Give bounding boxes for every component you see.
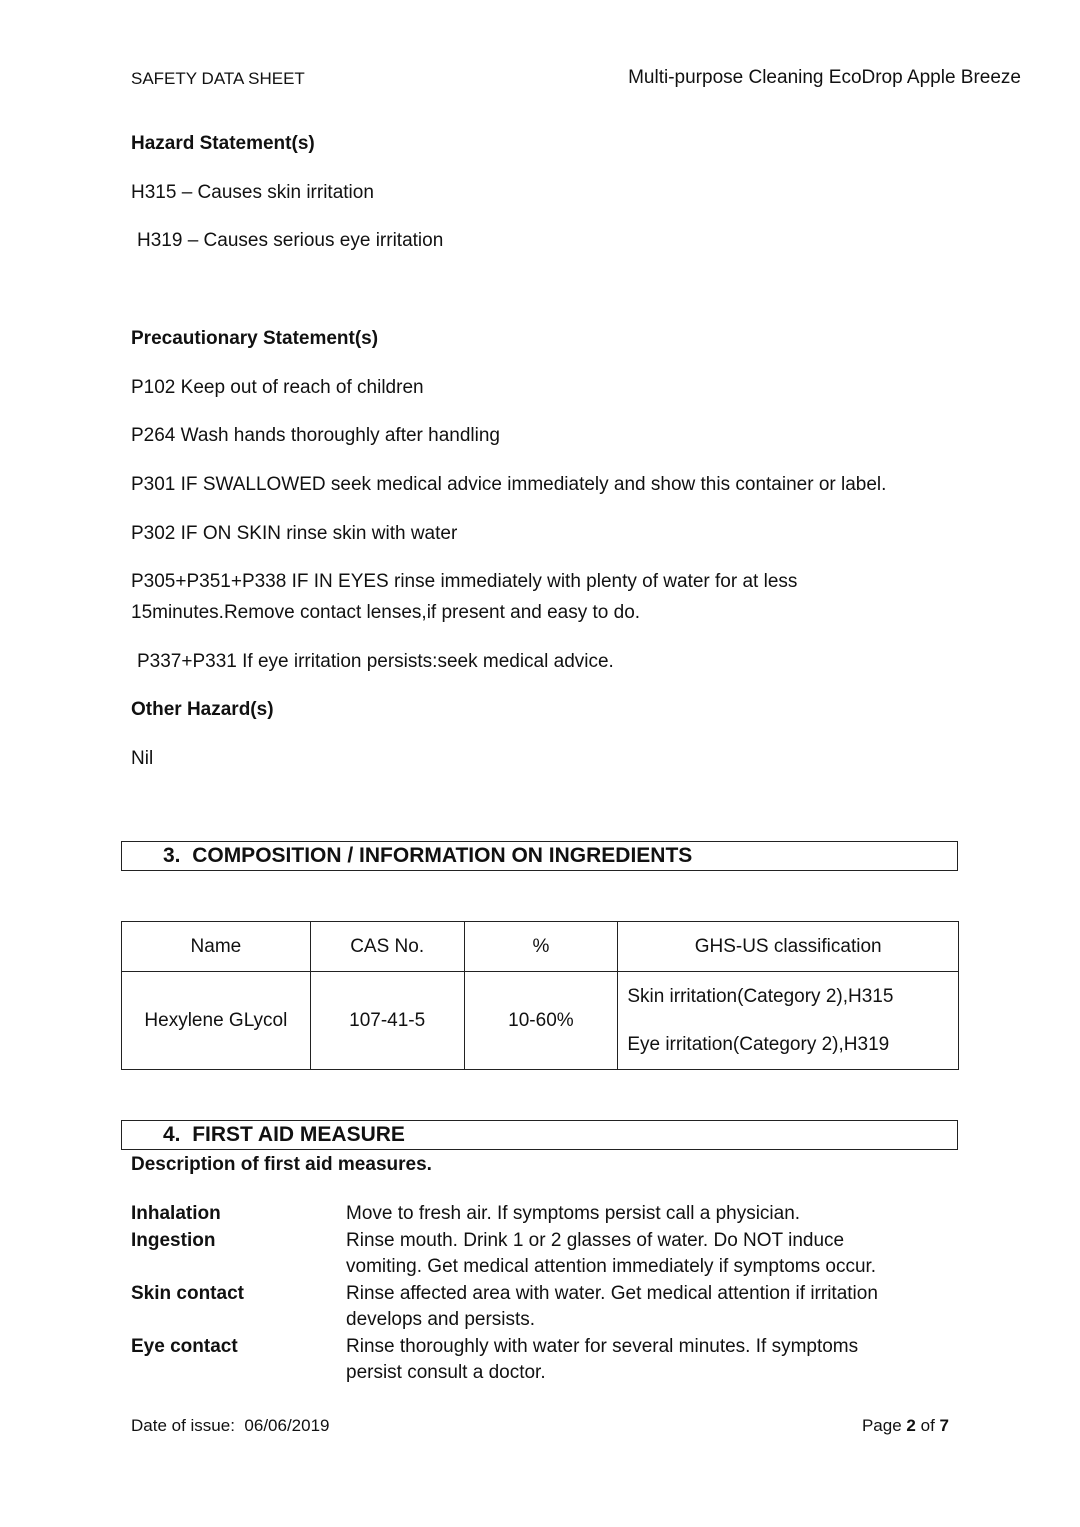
precautionary-statement-item: P305+P351+P338 IF IN EYES rinse immediately with plenty of water for at less	[131, 571, 798, 592]
column-header-cas: CAS No.	[310, 922, 464, 972]
section-4-header	[121, 1120, 958, 1150]
hazard-statement-item: H319 – Causes serious eye irritation	[137, 230, 444, 251]
other-hazards-value: Nil	[131, 748, 154, 769]
page-word: Page	[861, 1416, 902, 1435]
first-aid-text-inhalation: Move to fresh air. If symptoms persist call a physician.	[346, 1203, 801, 1224]
first-aid-text-skin-contact-continued: develops and persists.	[346, 1309, 536, 1330]
page-total: 7	[939, 1416, 949, 1435]
precautionary-statement-item: P301 IF SWALLOWED seek medical advice immediately and show this container or label.	[131, 474, 887, 495]
first-aid-label-eye-contact: Eye contact	[131, 1336, 238, 1357]
section-3-header	[121, 841, 958, 871]
hazard-statement-item: H315 – Causes skin irritation	[131, 182, 374, 203]
first-aid-text-ingestion-continued: vomiting. Get medical attention immediately if symptoms occur.	[346, 1256, 877, 1277]
section-3-title	[163, 844, 692, 868]
section-4-title-text: FIRST AID MEASURE	[192, 1123, 405, 1146]
section-3-title-text: COMPOSITION / INFORMATION ON INGREDIENTS	[192, 844, 693, 867]
footer-date-of-issue	[131, 1416, 330, 1436]
precautionary-statement-item: P302 IF ON SKIN rinse skin with water	[131, 523, 458, 544]
hazard-statements-heading: Hazard Statement(s)	[131, 133, 315, 154]
header-document-type: SAFETY DATA SHEET	[131, 69, 305, 88]
composition-table	[121, 921, 959, 1070]
ingredient-percent: 10-60%	[464, 972, 618, 1070]
first-aid-label-skin-contact: Skin contact	[131, 1283, 244, 1304]
first-aid-text-eye-contact: Rinse thoroughly with water for several minutes. If symptoms	[346, 1336, 859, 1357]
first-aid-text-skin-contact: Rinse affected area with water. Get medical attention if irritation	[346, 1283, 878, 1304]
date-of-issue-label: Date of issue:	[131, 1416, 235, 1435]
ingredient-cas: 107-41-5	[310, 972, 464, 1070]
footer-page-number	[862, 1416, 949, 1436]
section-4-number: 4.	[163, 1123, 181, 1146]
precautionary-statement-item: P102 Keep out of reach of children	[131, 377, 424, 398]
precautionary-statements-heading: Precautionary Statement(s)	[131, 328, 379, 349]
header-product-name: Multi-purpose Cleaning EcoDrop Apple Breeze	[628, 67, 1021, 88]
precautionary-statement-item: P264 Wash hands thoroughly after handling	[131, 425, 500, 446]
other-hazards-heading: Other Hazard(s)	[131, 699, 274, 720]
page-of: of	[920, 1416, 935, 1435]
ghs-classification-line: Eye irritation(Category 2),H319	[627, 1033, 890, 1055]
page-current: 2	[906, 1416, 916, 1435]
ingredient-name: Hexylene GLycol	[122, 972, 311, 1070]
first-aid-subheading: Description of first aid measures.	[131, 1154, 432, 1175]
precautionary-statement-continuation: 15minutes.Remove contact lenses,if present and easy to do.	[131, 602, 641, 623]
composition-table-header-row	[122, 922, 959, 972]
column-header-percent: %	[464, 922, 618, 972]
section-4-title	[163, 1123, 405, 1147]
first-aid-label-ingestion: Ingestion	[131, 1230, 216, 1251]
date-of-issue-value: 06/06/2019	[244, 1416, 330, 1435]
table-row	[122, 972, 959, 1070]
first-aid-text-ingestion: Rinse mouth. Drink 1 or 2 glasses of water. Do NOT induce	[346, 1230, 845, 1251]
column-header-name: Name	[122, 922, 311, 972]
first-aid-text-eye-contact-continued: persist consult a doctor.	[346, 1362, 546, 1383]
column-header-ghs: GHS-US classification	[618, 922, 959, 972]
section-3-number: 3.	[163, 844, 181, 867]
ingredient-ghs-classification	[618, 972, 959, 1070]
precautionary-statement-item: P337+P331 If eye irritation persists:seek medical advice.	[137, 651, 614, 672]
first-aid-label-inhalation: Inhalation	[131, 1203, 221, 1224]
ghs-classification-line: Skin irritation(Category 2),H315	[627, 985, 894, 1007]
